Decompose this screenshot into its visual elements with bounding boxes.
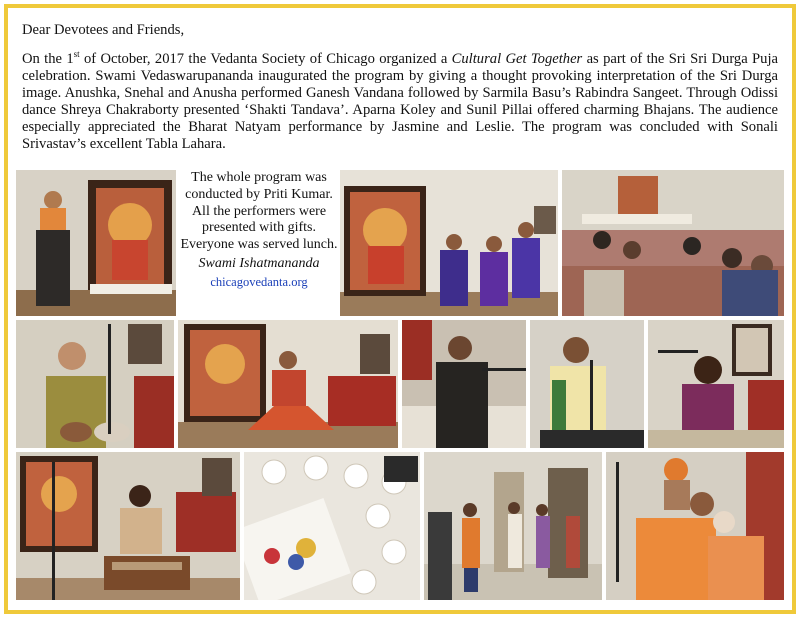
tabla-player-photo	[16, 320, 174, 448]
lunch-line-photo	[424, 452, 602, 600]
audience-hall-photo	[562, 170, 784, 316]
odissi-dancer-photo	[178, 320, 398, 448]
event-paragraph	[22, 51, 778, 153]
swami-at-podium-photo	[16, 170, 176, 316]
female-singer-photo	[530, 320, 644, 448]
event-name: Cultural Get Together	[451, 51, 583, 67]
harmonium-singer-photo	[16, 452, 240, 600]
paragraph-text: as part of the Sri Sri Durga Puja celebration. Swami Vedaswarupananda inaugurated the program by giving a thought provoking interpretation of the Sri Durga image. Anushka, Snehal and Anusha performed Ganesh Vandana followed by Sarmila Basu’s Rabindra Sangeet. Through Odissi dance Shreya Chakraborty presented ‘Shakti Tandava’. Aparna Koley and Sunil Pillai offered charming Bhajans. The audience especially appreciated the Bharat Natyam performance by Jasmine and Leslie. The program was concluded with Sonali Srivastav’s excellent Tabla Lahara.	[22, 51, 778, 152]
ordinal-suffix: st	[73, 49, 80, 60]
cakes-table-photo	[244, 452, 420, 600]
male-bhajan-singer-photo	[402, 320, 526, 448]
letter-body	[22, 22, 778, 153]
website-link[interactable]: chicagovedanta.org	[210, 274, 308, 289]
greeting: Dear Devotees and Friends,	[22, 22, 185, 38]
paragraph-text: On the 1	[22, 51, 74, 67]
signature: Swami Ishatmananda	[198, 255, 320, 271]
paragraph-text: of October, 2017 the Vedanta Society of Chicago organized a	[79, 51, 452, 67]
bharatanatyam-dancers-photo	[340, 170, 558, 316]
closing-caption	[180, 170, 338, 318]
caption-text: The whole program was conducted by Priti Kumar. All the performers were presented with gifts. Everyone was served lunch.	[180, 170, 338, 253]
woman-at-microphone-photo	[648, 320, 784, 448]
monks-seated-photo	[606, 452, 784, 600]
